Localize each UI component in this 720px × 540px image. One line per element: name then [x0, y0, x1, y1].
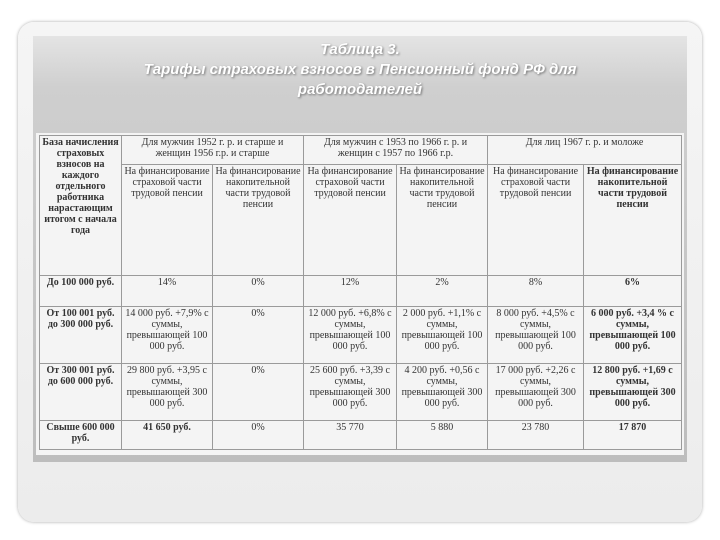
group-header-1967: Для лиц 1967 г. р. и моложе: [488, 136, 682, 165]
group-header-1952: Для мужчин 1952 г. р. и старше и женщин 1956 г.р. и старше: [122, 136, 304, 165]
table-cell: 12 800 руб. +1,69 с суммы, превышающей 300 000 руб.: [584, 364, 682, 421]
table-cell: 2%: [397, 276, 488, 307]
table-cell: 6 000 руб. +3,4 % с суммы, превышающей 100 000 руб.: [584, 307, 682, 364]
sub-header-cell: На финансирование накопительной части трудовой пенсии: [213, 165, 304, 276]
row-base: До 100 000 руб.: [40, 276, 122, 307]
table-row: [40, 276, 682, 307]
table-cell: 17 870: [584, 421, 682, 450]
table-cell: 17 000 руб. +2,26 с суммы, превышающей 300 000 руб.: [488, 364, 584, 421]
table-cell: 8 000 руб. +4,5% с суммы, превышающей 100 000 руб.: [488, 307, 584, 364]
group-header-row: [40, 136, 682, 165]
table-cell: 0%: [213, 307, 304, 364]
table-cell: 41 650 руб.: [122, 421, 213, 450]
table-cell: 6%: [584, 276, 682, 307]
table-cell: 8%: [488, 276, 584, 307]
row-base: От 100 001 руб. до 300 000 руб.: [40, 307, 122, 364]
table-cell: 14%: [122, 276, 213, 307]
base-header: База начисления страховых взносов на каждого отдельного работника нарастающим итогом с начала года: [40, 136, 122, 276]
table-cell: 5 880: [397, 421, 488, 450]
sub-header-cell: На финансирование страховой части трудовой пенсии: [122, 165, 213, 276]
sub-header-cell: На финансирование накопительной части трудовой пенсии: [584, 165, 682, 276]
table-cell: 0%: [213, 421, 304, 450]
table-container: [36, 133, 684, 455]
table-cell: 4 200 руб. +0,56 с суммы, превышающей 300 000 руб.: [397, 364, 488, 421]
sub-header-cell: На финансирование накопительной части трудовой пенсии: [397, 165, 488, 276]
title-line-1: Таблица 3.: [320, 41, 400, 58]
table-cell: 12%: [304, 276, 397, 307]
table-cell: 2 000 руб. +1,1% с суммы, превышающей 100 000 руб.: [397, 307, 488, 364]
sub-header-row: [40, 165, 682, 276]
table-cell: 0%: [213, 364, 304, 421]
table-row: [40, 307, 682, 364]
table-cell: 25 600 руб. +3,39 с суммы, превышающей 300 000 руб.: [304, 364, 397, 421]
table-cell: 12 000 руб. +6,8% с суммы, превышающей 100 000 руб.: [304, 307, 397, 364]
table-row: [40, 421, 682, 450]
title-line-3: работодателей: [297, 81, 423, 98]
title-line-2: Тарифы страховых взносов в Пенсионный фонд РФ для: [143, 61, 577, 78]
table-cell: 29 800 руб. +3,95 с суммы, превышающей 300 000 руб.: [122, 364, 213, 421]
group-header-1953-1966: Для мужчин с 1953 по 1966 г. р. и женщин с 1957 по 1966 г.р.: [304, 136, 488, 165]
table-cell: 0%: [213, 276, 304, 307]
table-row: [40, 364, 682, 421]
row-base: От 300 001 руб. до 600 000 руб.: [40, 364, 122, 421]
slide-title: [33, 40, 687, 100]
sub-header-cell: На финансирование страховой части трудовой пенсии: [488, 165, 584, 276]
table-cell: 35 770: [304, 421, 397, 450]
table-cell: 23 780: [488, 421, 584, 450]
table-cell: 14 000 руб. +7,9% с суммы, превышающей 100 000 руб.: [122, 307, 213, 364]
sub-header-cell: На финансирование страховой части трудовой пенсии: [304, 165, 397, 276]
tariff-table: [39, 135, 682, 450]
row-base: Свыше 600 000 руб.: [40, 421, 122, 450]
